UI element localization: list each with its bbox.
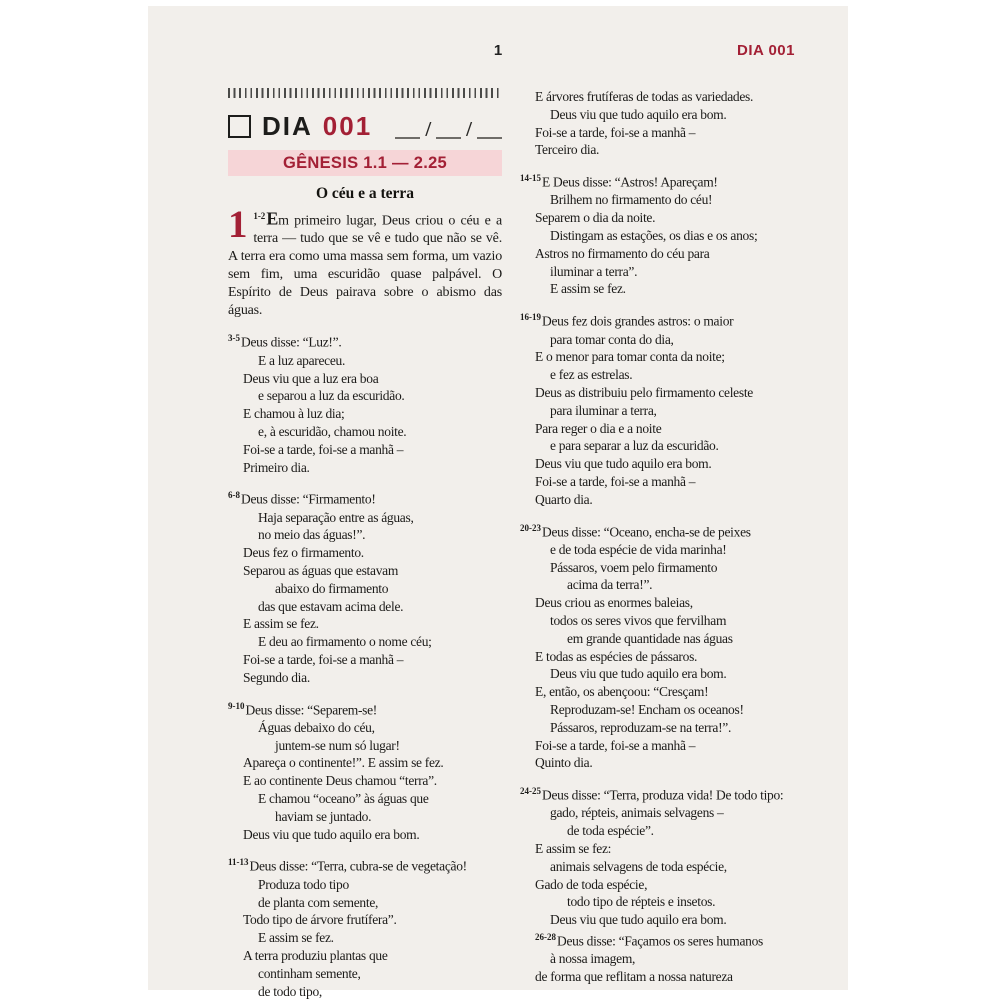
date-fill-in [395,113,502,139]
poetry-line: E a luz apareceu. [258,352,346,368]
verse-block [228,487,502,686]
verse-number: 3-5 [228,333,240,344]
left-column [228,88,502,1000]
poetry-line: Deus viu que a luz era boa [243,370,379,386]
poetry-line: Foi-se a tarde, foi-se a manhã – [535,473,696,489]
poetry-line: Águas debaixo do céu, [258,719,375,735]
poetry-line: Deus as distribuiu pelo firmamento celeste [535,384,753,400]
poetry-line: e para separar a luz da escuridão. [550,438,719,454]
poetry-line: todos os seres vivos que fervilham [550,613,727,629]
poetry-line: $^{20-23}$Deus disse: “Oceano, encha-se de peixes [520,522,751,540]
day-checkbox [228,115,251,138]
poetry-line: gado, répteis, animais selvagens – [550,805,724,821]
poetry-line: Segundo dia. [243,669,310,685]
text-columns [228,88,812,1000]
poetry-line: e, à escuridão, chamou noite. [258,423,407,439]
poetry-line: E, então, os abençoou: “Cresçam! [535,684,709,700]
poetry-line: acima da terra!”. [567,577,653,593]
poetry-line: e separou a luz da escuridão. [258,388,405,404]
poetry-line: Deus viu que tudo aquilo era bom. [550,912,727,928]
poetry-line: Deus fez o firmamento. [243,545,364,561]
poetry-line: à nossa imagem, [550,951,636,967]
poetry-line: $^{9-10}$Deus disse: “Separem-se! [228,700,378,718]
prose-paragraph [228,203,502,319]
poetry-line: Foi-se a tarde, foi-se a manhã – [243,441,404,457]
poetry-line: haviam se juntado. [275,808,372,824]
poetry-line: Deus viu que tudo aquilo era bom. [243,826,420,842]
poetry-line: E todas as espécies de pássaros. [535,648,698,664]
poetry-line: E ao continente Deus chamou “terra”. [243,773,437,789]
left-poetry-blocks [228,330,502,1000]
poetry-line: Produza todo tipo [258,876,349,892]
poetry-line: E assim se fez. [243,616,319,632]
poetry-line: E chamou à luz dia; [243,406,345,422]
verse-block [520,309,812,508]
poetry-line: para iluminar a terra, [550,402,657,418]
poetry-line: E assim se fez: [535,841,612,857]
poetry-line: Deus viu que tudo aquilo era bom. [535,456,712,472]
poetry-line: Todo tipo de árvore frutífera”. [243,912,397,928]
day-label: DIA [262,110,313,141]
poetry-line: Pássaros, voem pelo firmamento [550,559,718,575]
prose-text: m primeiro lugar, Deus criou o céu e a terra — tudo que se vê e tudo que não se vê. A terra era como uma massa sem forma, um vazio sem fim, uma escuridão quase palpável. O Espírito de Deus pairava sobre o abismo das águas. [228,213,502,318]
poetry-line: de planta com semente, [258,894,379,910]
poetry-line: $^{26-28}$Deus disse: “Façamos os seres humanos [535,932,763,949]
date-blank-month [436,122,461,139]
verse-block [520,520,812,773]
poetry-line: Quinto dia. [535,755,593,771]
date-slash: / [466,117,472,141]
poetry-line: animais selvagens de toda espécie, [550,858,727,874]
poetry-line: Deus viu que tudo aquilo era bom. [550,106,727,122]
date-blank-day [395,122,420,139]
verse-block [228,330,502,476]
poetry-line: abaixo do firmamento [275,580,389,596]
date-slash: / [425,117,432,141]
poetry-line: juntem-se num só lugar! [275,737,400,753]
poetry-line: e fez as estrelas. [550,367,633,383]
section-title: O céu e a terra [315,185,415,202]
poetry-line: E árvores frutíferas de todas as variedades. [535,89,754,104]
poetry-line: $^{11-13}$Deus disse: “Terra, cubra-se de vegetação! [228,857,467,874]
poetry-line: $^{14-15}$E Deus disse: “Astros! Apareçam! [520,173,718,190]
verse-number: 14-15 [520,173,541,184]
poetry-line: de forma que reflitam a nossa natureza [535,969,733,985]
poetry-line: Reproduzam-se! Encham os oceanos! [550,702,744,717]
poetry-line: Apareça o continente!”. E assim se fez. [243,755,444,771]
poetry-line: Foi-se a tarde, foi-se a manhã – [243,651,404,667]
poetry-line: E deu ao firmamento o nome céu; [258,634,432,650]
verse-block [520,88,812,159]
poetry-line: E assim se fez. [258,930,334,946]
poetry-line: E o menor para tomar conta da noite; [535,349,725,365]
poetry-line: de toda espécie”. [567,823,654,839]
poetry-line: em grande quantidade nas águas [567,630,733,646]
poetry-line: e de toda espécie de vida marinha! [550,541,727,557]
bible-page [148,6,848,999]
poetry-line: todo tipo de répteis e insetos. [567,894,716,910]
verse-number: 1-2 [253,211,266,221]
verse-number: 11-13 [228,857,249,868]
right-column [520,88,812,1000]
poetry-line: de todo tipo, [258,983,322,999]
poetry-line: Separou as águas que estavam [243,563,399,578]
poetry-line: Terceiro dia. [535,142,600,158]
poetry-line: continham semente, [258,965,361,981]
poetry-line: Haja separação entre as águas, [258,509,414,525]
poetry-line: Para reger o dia e a noite [535,420,662,436]
poetry-line: Foi-se a tarde, foi-se a manhã – [535,124,696,140]
tick-strip-decoration [228,88,502,98]
poetry-line: $^{3-5}$Deus disse: “Luz!”. [228,333,342,350]
poetry-line: Pássaros, reproduzam-se na terra!”. [550,719,732,735]
poetry-line: Quarto dia. [535,491,593,507]
poetry-line: A terra produziu plantas que [243,947,388,963]
poetry-line: das que estavam acima dele. [258,598,404,614]
verse-block [520,783,812,986]
poetry-line: iluminar a terra”. [550,263,638,279]
verse-block [520,170,812,298]
poetry-line: $^{24-25}$Deus disse: “Terra, produza vida! De todo tipo: [520,786,784,803]
poetry-line: para tomar conta do dia, [550,331,674,347]
poetry-line: Separem o dia da noite. [535,210,656,226]
right-poetry-blocks [520,88,812,986]
verse-number: 6-8 [228,490,240,501]
verse-number: 16-19 [520,312,541,323]
poetry-line: Primeiro dia. [243,459,310,475]
page-number: 1 [493,42,503,59]
lead-letter: E [266,208,279,229]
verse-block [228,854,502,1000]
date-blank-year [477,122,502,139]
verse-number: 20-23 [520,522,541,533]
verse-block [228,698,502,844]
poetry-line: E assim se fez. [550,281,626,297]
chapter-number: 1 [228,203,248,246]
verse-number: 26-28 [535,932,556,943]
poetry-line: Brilhem no firmamento do céu! [550,192,713,208]
poetry-line: Foi-se a tarde, foi-se a manhã – [535,737,696,753]
verse-number: 24-25 [520,786,541,797]
day-header [228,111,502,141]
poetry-line: $^{6-8}$Deus disse: “Firmamento! [228,490,376,507]
poetry-line: $^{16-19}$Deus fez dois grandes astros: o maior [520,312,734,329]
poetry-line: Gado de toda espécie, [535,876,648,892]
reading-reference: GÊNESIS 1.1 — 2.25 [228,150,502,176]
poetry-line: E chamou “oceano” às águas que [258,791,429,807]
day-number: 001 [322,110,373,141]
poetry-line: Astros no firmamento do céu para [535,245,710,261]
running-head: DIA 001 [737,42,795,59]
poetry-line: Deus viu que tudo aquilo era bom. [550,666,727,682]
poetry-line: Deus criou as enormes baleias, [535,595,693,611]
poetry-line: no meio das águas!”. [258,527,366,543]
poetry-line: Distingam as estações, os dias e os anos; [550,228,758,244]
verse-number: 9-10 [228,700,245,711]
